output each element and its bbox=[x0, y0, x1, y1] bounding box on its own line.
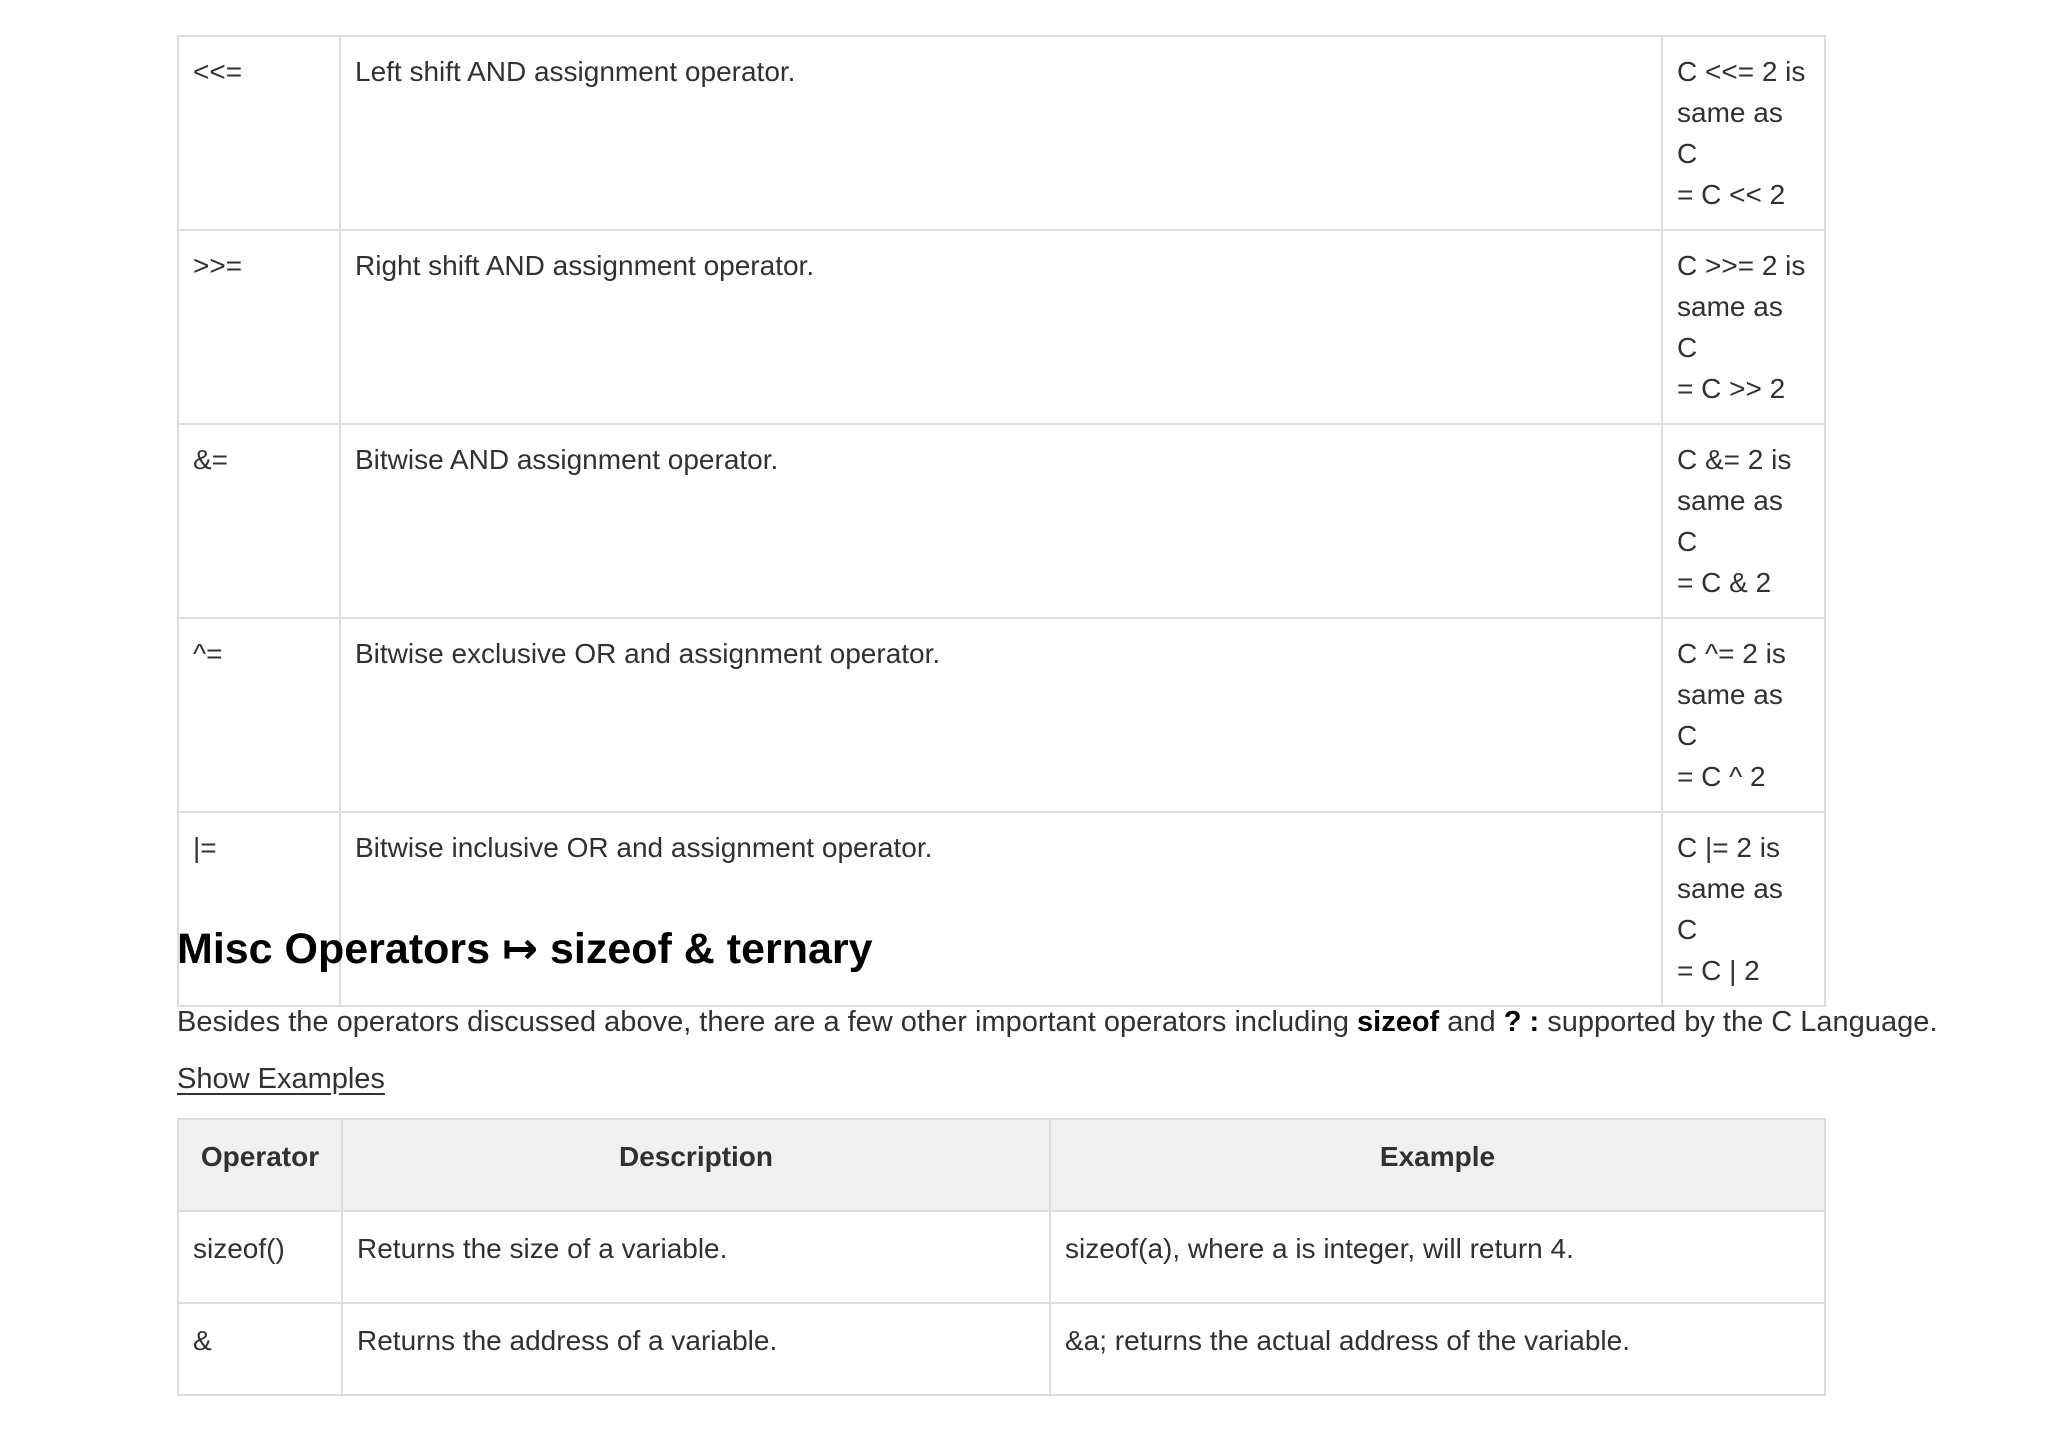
table-row bbox=[178, 424, 1825, 618]
example-cell bbox=[1662, 36, 1825, 230]
example-line: C ^= 2 is bbox=[1677, 638, 1786, 669]
operator-cell: >>= bbox=[178, 230, 340, 424]
intro-text: Besides the operators discussed above, there are a few other important operators including bbox=[177, 1006, 1358, 1038]
example-line: = C << 2 bbox=[1677, 179, 1786, 210]
example-line: same as C bbox=[1677, 679, 1783, 751]
operator-cell: & bbox=[178, 1303, 342, 1395]
table-row bbox=[178, 618, 1825, 812]
example-line: = C ^ 2 bbox=[1677, 761, 1766, 792]
misc-operators-table bbox=[177, 1118, 1826, 1396]
table-row bbox=[178, 1303, 1825, 1395]
description-cell: Bitwise AND assignment operator. bbox=[340, 424, 1662, 618]
example-line: = C >> 2 bbox=[1677, 373, 1786, 404]
table-row bbox=[178, 1211, 1825, 1303]
example-line: same as C bbox=[1677, 485, 1783, 557]
operator-cell: <<= bbox=[178, 36, 340, 230]
example-cell bbox=[1662, 812, 1825, 1006]
example-line: same as C bbox=[1677, 97, 1783, 169]
example-line: C <<= 2 is bbox=[1677, 56, 1806, 87]
example-cell bbox=[1662, 618, 1825, 812]
intro-text: and bbox=[1439, 1006, 1504, 1038]
example-line: = C & 2 bbox=[1677, 567, 1772, 598]
example-cell: &a; returns the actual address of the variable. bbox=[1050, 1303, 1825, 1395]
example-cell bbox=[1662, 424, 1825, 618]
operator-cell: sizeof() bbox=[178, 1211, 342, 1303]
assignment-operators-table bbox=[177, 35, 1826, 1007]
table-row bbox=[178, 36, 1825, 230]
example-line: C &= 2 is bbox=[1677, 444, 1792, 475]
example-line: same as C bbox=[1677, 873, 1783, 945]
operator-cell: |= bbox=[178, 812, 340, 1006]
example-line: same as C bbox=[1677, 291, 1783, 363]
show-examples-link[interactable]: Show Examples bbox=[177, 1063, 385, 1095]
column-header-operator: Operator bbox=[178, 1119, 342, 1211]
example-line: C |= 2 is bbox=[1677, 832, 1780, 863]
operator-cell: &= bbox=[178, 424, 340, 618]
example-line: C >>= 2 is bbox=[1677, 250, 1806, 281]
column-header-example: Example bbox=[1050, 1119, 1825, 1211]
intro-bold-sizeof: sizeof bbox=[1357, 1006, 1440, 1038]
description-cell: Right shift AND assignment operator. bbox=[340, 230, 1662, 424]
example-cell: sizeof(a), where a is integer, will return 4. bbox=[1050, 1211, 1825, 1303]
table-row bbox=[178, 230, 1825, 424]
column-header-description: Description bbox=[342, 1119, 1050, 1211]
example-line: = C | 2 bbox=[1677, 955, 1760, 986]
operator-cell: ^= bbox=[178, 618, 340, 812]
table-header-row bbox=[178, 1119, 1825, 1211]
intro-text: supported by the C Language. bbox=[1539, 1006, 1938, 1038]
description-cell: Bitwise inclusive OR and assignment operator. bbox=[340, 812, 1662, 1006]
description-cell: Returns the address of a variable. bbox=[342, 1303, 1050, 1395]
section-heading: Misc Operators ↦ sizeof & ternary bbox=[177, 925, 873, 973]
description-cell: Left shift AND assignment operator. bbox=[340, 36, 1662, 230]
intro-bold-ternary: ? : bbox=[1503, 1006, 1540, 1038]
description-cell: Bitwise exclusive OR and assignment operator. bbox=[340, 618, 1662, 812]
description-cell: Returns the size of a variable. bbox=[342, 1211, 1050, 1303]
intro-paragraph bbox=[177, 1002, 1937, 1042]
example-cell bbox=[1662, 230, 1825, 424]
